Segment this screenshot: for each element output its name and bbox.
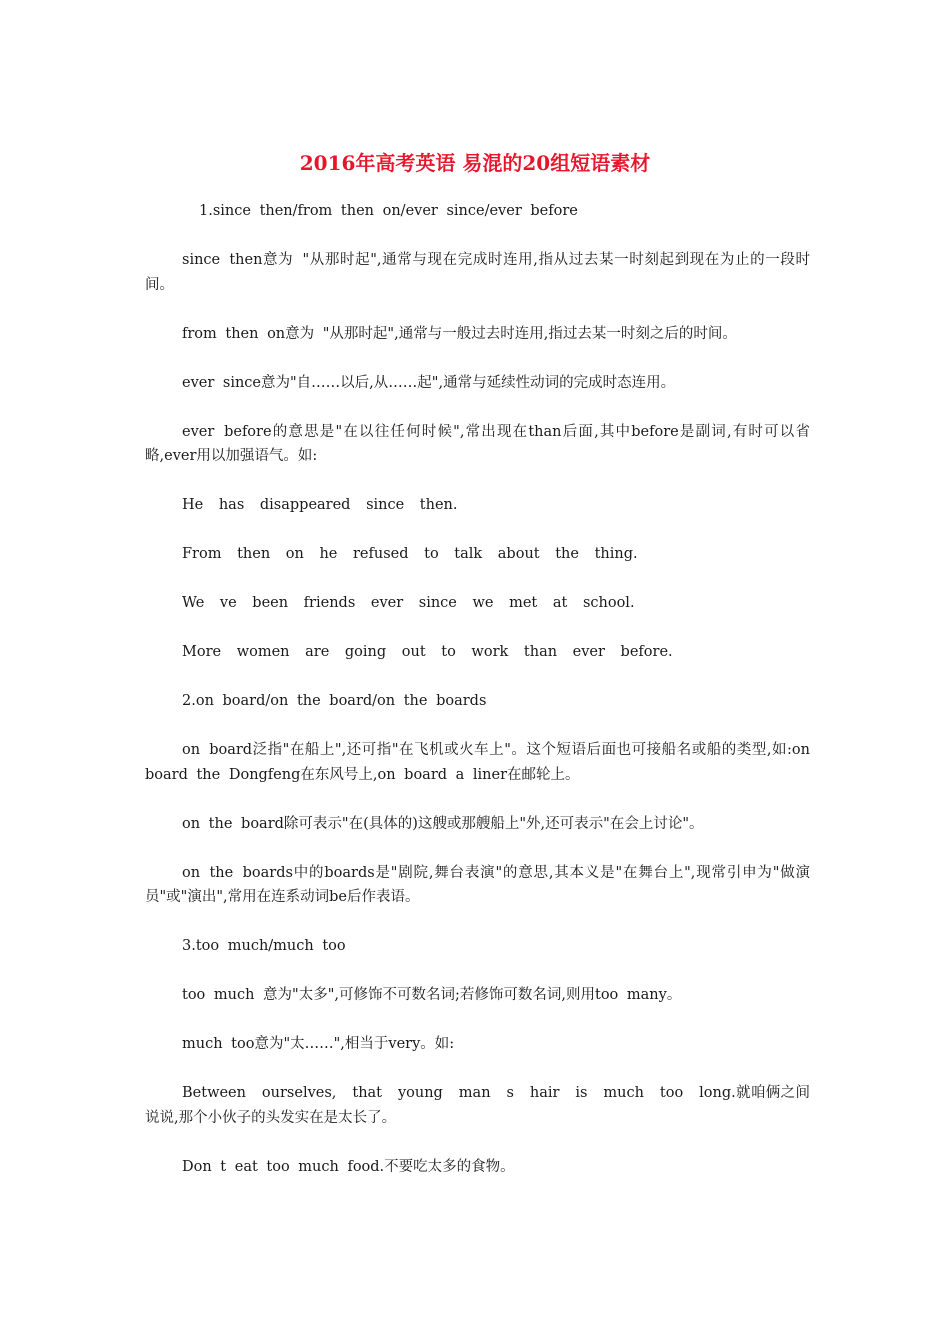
- explanation-paragraph: on the board除可表示"在(具体的)这艘或那艘船上"外,还可表示"在会上讨论"。: [182, 815, 704, 832]
- explanation-paragraph: on board泛指"在船上",还可指"在飞机或火车上"。这个短语后面也可接船名或船的类型,如:on board the Dongfeng在东风号上,on board a liner在邮轮上。: [145, 742, 810, 783]
- explanation-paragraph: much too意为"太……",相当于very。如:: [182, 1036, 455, 1052]
- explanation-paragraph: on the boards中的boards是"剧院,舞台表演"的意思,其本义是"在舞台上",现常引申为"做演员"或"演出",常用在连系动词be后作表语。: [145, 864, 810, 905]
- document-title: 2016年高考英语 易混的20组短语素材: [299, 151, 651, 175]
- explanation-paragraph: since then意为 "从那时起",通常与现在完成时连用,指从过去某一时刻起到现在为止的一段时间。: [145, 252, 810, 293]
- section-heading: 2.on board/on the board/on the boards: [182, 693, 487, 709]
- explanation-paragraph: ever before的意思是"在以往任何时候",常出现在than后面,其中before是副词,有时可以省略,ever用以加强语气。如:: [145, 423, 810, 464]
- explanation-paragraph: ever since意为"自……以后,从……起",通常与延续性动词的完成时态连用。: [182, 374, 676, 391]
- example-sentence: More women are going out to work than ever before.: [182, 644, 673, 660]
- explanation-paragraph: too much 意为"太多",可修饰不可数名词;若修饰可数名词,则用too many。: [182, 987, 682, 1003]
- example-sentence: Don t eat too much food.不要吃太多的食物。: [182, 1158, 515, 1175]
- example-sentence: He has disappeared since then.: [182, 497, 458, 513]
- section-heading: 3.too much/much too: [182, 938, 346, 954]
- example-sentence: Between ourselves, that young man s hair is much too long.就咱俩之间说说,那个小伙子的头发实在是太长了。: [145, 1085, 810, 1126]
- explanation-paragraph: from then on意为 "从那时起",通常与一般过去时连用,指过去某一时刻之后的时间。: [182, 325, 737, 342]
- example-sentence: From then on he refused to talk about the thing.: [182, 546, 638, 562]
- example-sentence: We ve been friends ever since we met at school.: [182, 595, 635, 611]
- section-heading: 1.since then/from then on/ever since/ever before: [199, 203, 578, 219]
- document-body: [145, 199, 810, 1204]
